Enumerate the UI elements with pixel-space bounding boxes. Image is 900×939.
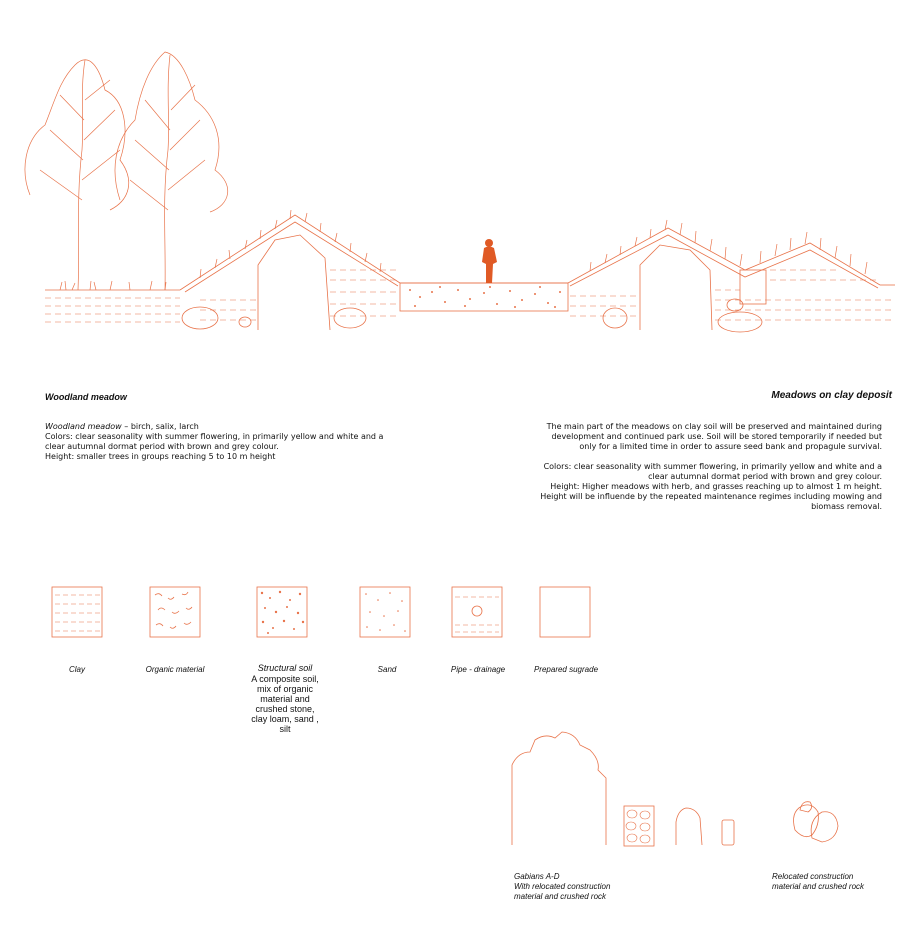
legend-label-organic: Organic material — [145, 665, 205, 674]
gabions-caption — [514, 872, 610, 902]
woodland-line-4: Height: smaller trees in groups reaching 5 to 10 m height — [45, 452, 276, 461]
pipe-swatch — [452, 587, 502, 637]
legend-label-clay: Clay — [68, 665, 85, 674]
structural-line-1: A composite soil, — [251, 674, 319, 684]
clay-p1-line-1: The main part of the meadows on clay soil will be preserved and maintained during — [546, 422, 882, 431]
clay-p2-line-2: clear autumnal dormat period with brown and grey colour. — [648, 472, 882, 481]
gabion-c — [676, 808, 702, 845]
woodland-line-2: Colors: clear seasonality with summer flowering, in primarily yellow and white and a — [45, 432, 384, 441]
woodland-description — [45, 422, 425, 462]
person-silhouette — [482, 239, 497, 283]
structural-soil-swatch — [257, 587, 307, 637]
gabions-caption-line-1: Gabians A-D — [514, 872, 560, 881]
clay-swatch — [52, 587, 102, 637]
relocated-caption-line-1: Relocated construction — [772, 872, 854, 881]
structural-line-4: crushed stone, — [255, 704, 315, 714]
gabion-b — [624, 806, 654, 846]
woodland-name: Woodland meadow — [45, 422, 122, 431]
clay-p1-line-2: development and continued park use. Soil will be stored temporarily if needed but — [551, 432, 882, 441]
gabion-a — [512, 732, 606, 845]
clay-p1-line-3: only for a limited time in order to assure seed bank and propagule survival. — [579, 442, 882, 451]
sand-swatch — [360, 587, 410, 637]
clay-p2-line-3: Height: Higher meadows with herb, and grasses reaching up to almost 1 m height. — [550, 482, 882, 491]
legend-label-pipe: Pipe - drainage — [450, 665, 506, 674]
relocated-rocks — [794, 802, 838, 842]
organic-swatch — [150, 587, 200, 637]
gabions-caption-line-3: material and crushed rock — [514, 892, 607, 901]
structural-line-3: material and — [260, 694, 310, 704]
section-drawing — [0, 0, 900, 360]
clay-meadow-title: Meadows on clay deposit — [771, 390, 892, 401]
legend-label-subgrade: Prepared sugrade — [533, 665, 599, 674]
clay-p2-line-5: biomass removal. — [811, 502, 882, 511]
structural-line-2: mix of organic — [256, 684, 314, 694]
woodland-title: Woodland meadow — [45, 392, 127, 402]
relocated-caption-line-2: material and crushed rock — [772, 882, 865, 891]
clay-p2-line-4: Height will be influende by the repeated maintenance regimes including mowing and — [540, 492, 882, 501]
structural-line-6: silt — [279, 724, 291, 734]
subgrade-swatch — [540, 587, 590, 637]
gabions-caption-line-2: With relocated construction — [514, 882, 611, 891]
clay-p2-line-1: Colors: clear seasonality with summer flowering, in primarily yellow and white and a — [543, 462, 882, 471]
structural-soil-description — [235, 674, 335, 734]
clay-meadow-description — [502, 422, 882, 512]
legend-label-structural: Structural soil — [257, 663, 313, 673]
gabion-d — [722, 820, 734, 845]
structural-line-5: clay loam, sand , — [251, 714, 319, 724]
legend-label-sand: Sand — [377, 665, 397, 674]
woodland-line-3: clear autumnal dormat period with brown and grey colour. — [45, 442, 279, 451]
woodland-species: – birch, salix, larch — [121, 422, 199, 431]
relocated-caption — [772, 872, 864, 892]
